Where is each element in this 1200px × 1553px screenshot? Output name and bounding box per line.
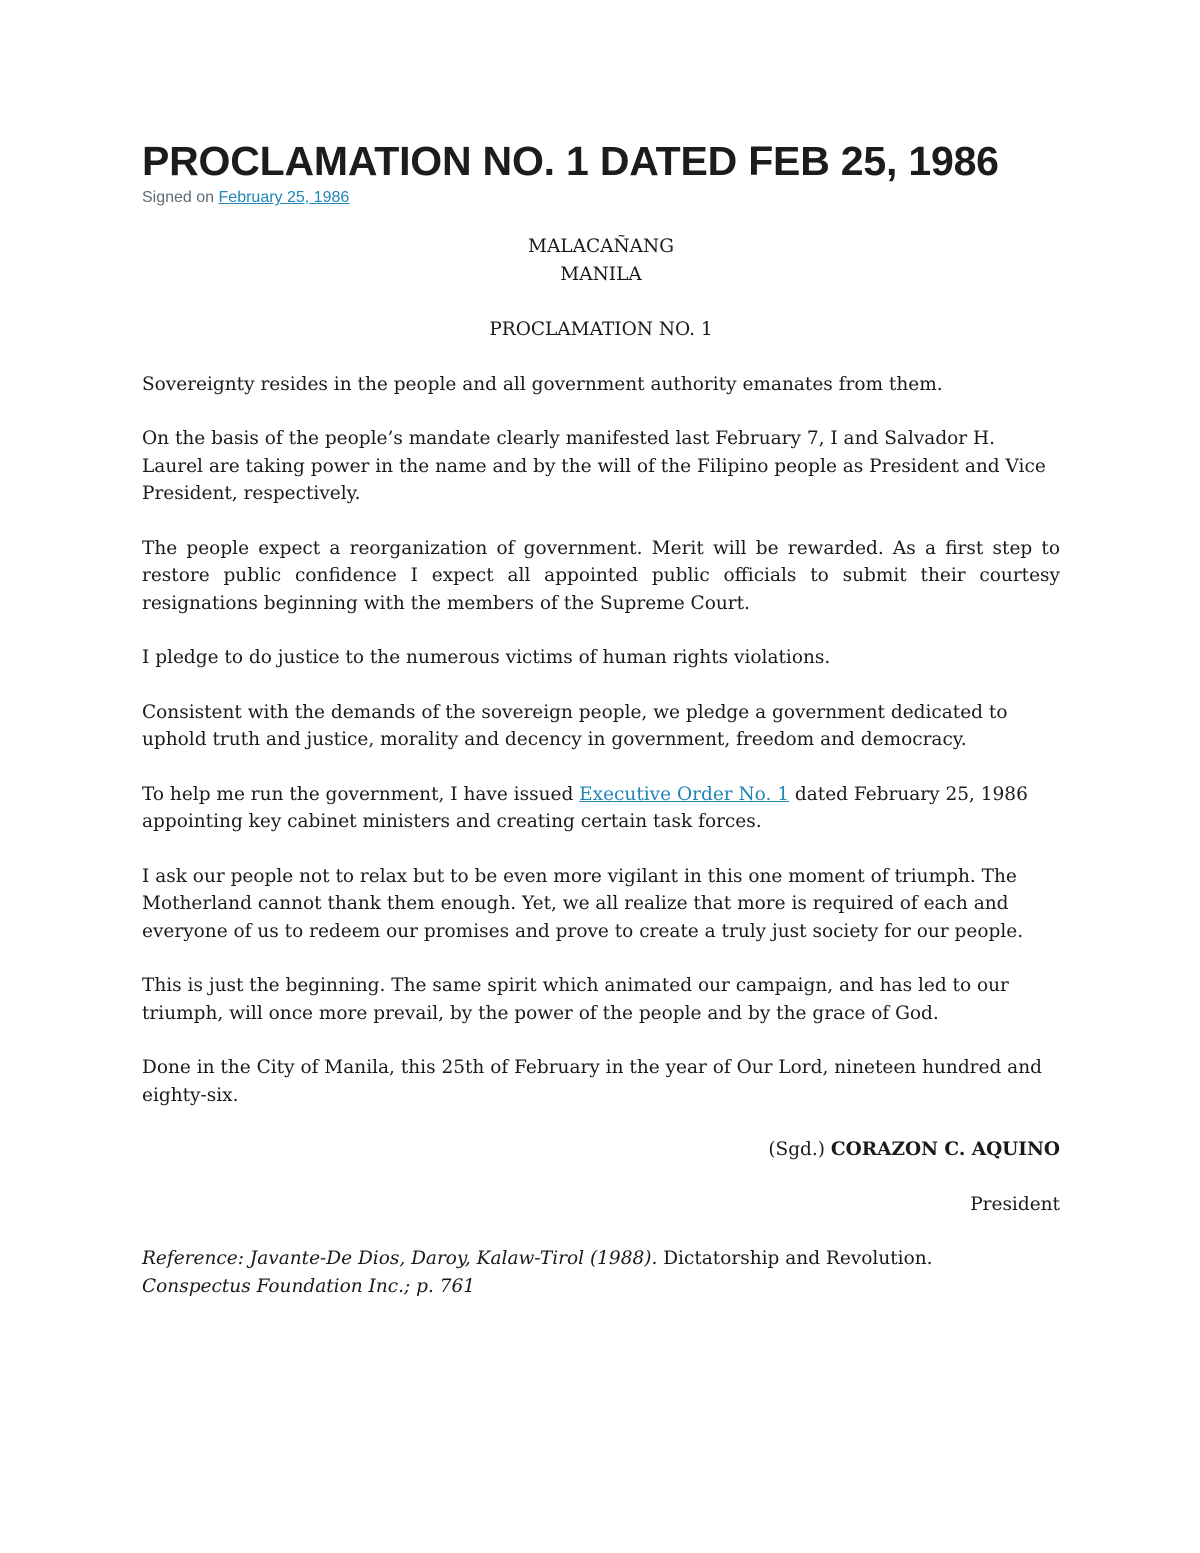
paragraph-8: This is just the beginning. The same spirit which animated our campaign, and has led to our triumph, will once more prevail, by the power of the people and by the grace of God. (142, 975, 1009, 1024)
executive-order-link[interactable]: Executive Order No. 1 (579, 783, 790, 805)
paragraph-4: I pledge to do justice to the numerous victims of human rights violations. (142, 647, 831, 669)
document-page (142, 138, 1060, 1300)
paragraph-2: On the basis of the people’s mandate clearly manifested last February 7, I and Salvador H. Laurel are taking power in the name and by the will of the Filipino people as President and Vice President, respectively. (142, 428, 1046, 505)
letterhead-manila: MANILA (560, 263, 642, 285)
reference (142, 1245, 1060, 1300)
paragraph-7: I ask our people not to relax but to be even more vigilant in this one moment of triumph. The Motherland cannot thank them enough. Yet, we all realize that more is required of each and everyone of us to redeem our promises and prove to create a truly just society for our people. (142, 865, 1024, 942)
paragraph-6-before: To help me run the government, I have issued (142, 783, 580, 805)
paragraph-1: Sovereignty resides in the people and all government authority emanates from them. (142, 373, 943, 395)
signature-prefix: (Sgd.) (768, 1139, 831, 1161)
signed-prefix: Signed on (142, 189, 219, 207)
paragraph-9: Done in the City of Manila, this 25th of February in the year of Our Lord, nineteen hundred and eighty-six. (142, 1057, 1042, 1106)
reference-book: Dictatorship and Revolution. (657, 1248, 933, 1270)
reference-authors: Reference: Javante-De Dios, Daroy, Kalaw-Tirol (1988). (142, 1248, 658, 1270)
paragraph-5: Consistent with the demands of the sovereign people, we pledge a government dedicated to uphold truth and justice, morality and decency in government, freedom and democracy. (142, 701, 1008, 751)
letterhead (142, 233, 1060, 288)
signed-date-link[interactable]: February 25, 1986 (218, 189, 350, 207)
signature-line (142, 1136, 1060, 1164)
paragraph-6-after: dated February 25, 1986 appointing key cabinet ministers and creating certain task forces. (142, 783, 1028, 833)
signed-line (142, 189, 1060, 207)
paragraph-3: The people expect a reorganization of government. Merit will be rewarded. As a first step to restore public confidence I expect all appointed public officials to submit their courtesy resignations beginning with the members of the Supreme Court. (142, 537, 1060, 614)
signature-name: CORAZON C. AQUINO (830, 1139, 1060, 1161)
page-title: PROCLAMATION NO. 1 DATED FEB 25, 1986 (142, 138, 999, 184)
proclamation-heading: PROCLAMATION NO. 1 (489, 319, 713, 341)
letterhead-malacanang: MALACAÑANG (528, 236, 674, 258)
paragraph-6 (142, 781, 1060, 836)
reference-publisher: Conspectus Foundation Inc.; p. 761 (142, 1275, 476, 1297)
signature-title: President (970, 1193, 1060, 1215)
